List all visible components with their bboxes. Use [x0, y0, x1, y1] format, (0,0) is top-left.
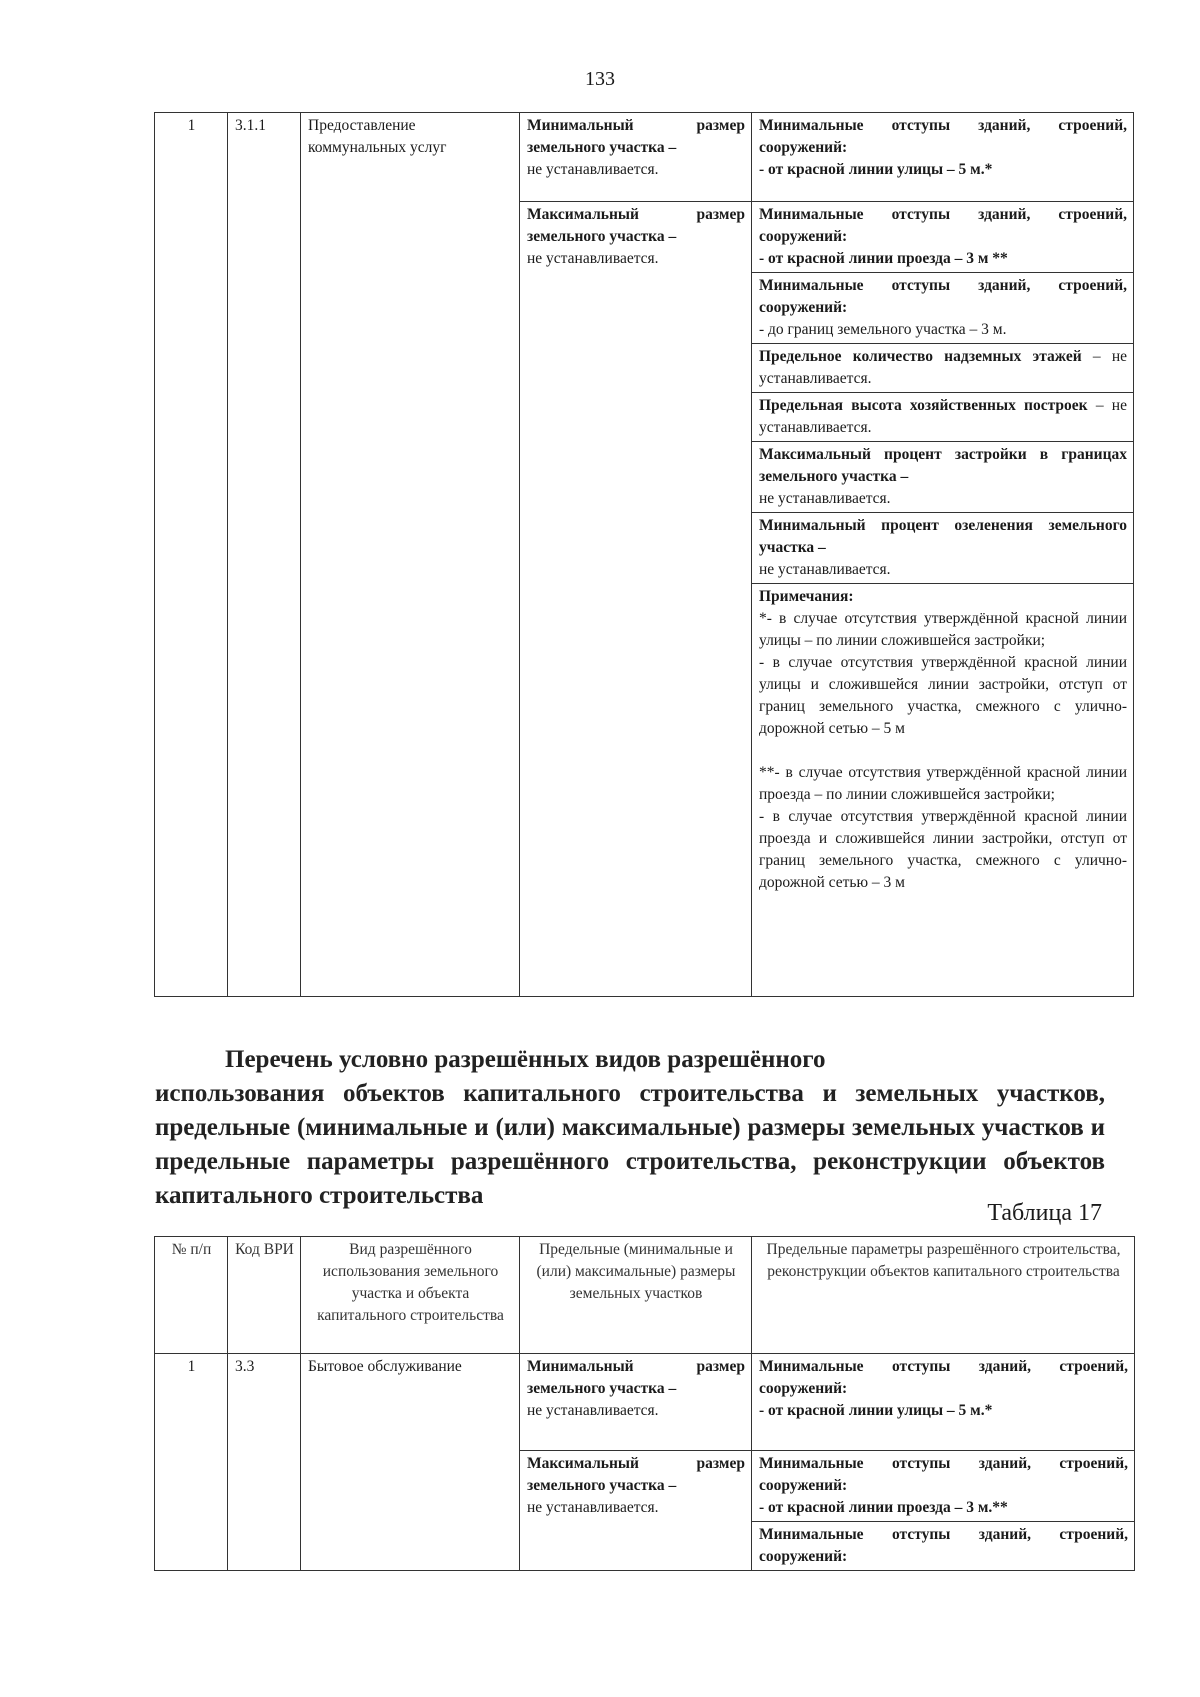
min-plot-size — [520, 113, 752, 202]
param-value: не устанавливается. — [759, 561, 891, 578]
min-plot-size-title: Минимальный размер земельного участка – — [527, 1358, 745, 1397]
note-item: - в случае отсутствия утверждённой красной линии проезда и сложившейся линии застройки, отступ от границ земельного участка, смежного с улично-дорожной сетью – 3 м — [759, 808, 1127, 891]
param-title: Минимальные отступы зданий, строений, сооружений: — [759, 1455, 1128, 1494]
min-plot-size — [520, 1354, 752, 1451]
note-item: **- в случае отсутствия утверждённой красной линии проезда – по линии сложившейся застройки; — [759, 764, 1127, 803]
section-heading — [155, 1043, 1105, 1213]
notes-title: Примечания: — [759, 588, 854, 605]
param-title: Минимальные отступы зданий, строений, сооружений: — [759, 206, 1127, 245]
min-plot-size-value: не устанавливается. — [527, 1402, 659, 1419]
param-title: Минимальные отступы зданий, строений, сооружений: — [759, 1526, 1128, 1565]
param-cell — [752, 1451, 1135, 1522]
param-title: Минимальные отступы зданий, строений, сооружений: — [759, 1358, 1128, 1397]
note-spacer — [759, 740, 1127, 762]
use-type: Бытовое обслуживание — [301, 1354, 520, 1571]
vri-code: 3.3 — [228, 1354, 301, 1571]
param-cell — [752, 513, 1134, 584]
table-conditional-uses — [154, 1236, 1135, 1571]
param-value: – не устанавливается. — [759, 348, 1127, 387]
table-row — [155, 113, 1134, 202]
table-header-row — [155, 1237, 1135, 1354]
header-use-type: Вид разрешённого использования земельного участка и объекта капитального строительства — [301, 1237, 520, 1354]
max-plot-size — [520, 202, 752, 997]
param-value: – не устанавливается. — [759, 397, 1127, 436]
param-title: Минимальные отступы зданий, строений, сооружений: — [759, 117, 1127, 156]
param-title: Минимальные отступы зданий, строений, сооружений: — [759, 277, 1127, 316]
param-value: - до границ земельного участка – 3 м. — [759, 321, 1007, 338]
row-number: 1 — [155, 1354, 228, 1571]
param-title: Максимальный процент застройки в границах земельного участка – — [759, 446, 1127, 485]
section-heading-rest: использования объектов капитального строительства и земельных участков, предельные (минимальные и (или) максимальные) размеры земельных участков и предельные параметры разрешённого строительства, реконструкции объектов капитального строительства — [155, 1080, 1105, 1209]
notes-cell — [752, 584, 1134, 997]
min-plot-size-title: Минимальный размер земельного участка – — [527, 117, 745, 156]
note-item: - в случае отсутствия утверждённой красной линии улицы и сложившейся линии застройки, отступ от границ земельного участка, смежного с улично-дорожной сетью – 5 м — [759, 654, 1127, 737]
header-no: № п/п — [155, 1237, 228, 1354]
param-cell — [752, 202, 1134, 273]
max-plot-size — [520, 1451, 752, 1571]
max-plot-size-value: не устанавливается. — [527, 250, 659, 267]
header-code: Код ВРИ — [228, 1237, 301, 1354]
use-type: Предоставление коммунальных услуг — [301, 113, 520, 997]
param-cell — [752, 344, 1134, 393]
param-value: - от красной линии улицы – 5 м.* — [759, 161, 993, 178]
section-heading-line1: Перечень условно разрешённых видов разрешённого — [225, 1046, 826, 1073]
param-value: - от красной линии проезда – 3 м.** — [759, 1499, 1008, 1516]
param-title: Предельная высота хозяйственных построек — [759, 397, 1088, 414]
param-cell — [752, 442, 1134, 513]
header-params: Предельные параметры разрешённого строительства, реконструкции объектов капитального строительства — [752, 1237, 1135, 1354]
min-plot-size-value: не устанавливается. — [527, 161, 659, 178]
note-item: *- в случае отсутствия утверждённой красной линии улицы – по линии сложившейся застройки; — [759, 610, 1127, 649]
max-plot-size-title: Максимальный размер земельного участка – — [527, 206, 745, 245]
param-cell — [752, 393, 1134, 442]
param-title: Предельное количество надземных этажей — [759, 348, 1082, 365]
table-label: Таблица 17 — [987, 1200, 1102, 1226]
table-row — [155, 1354, 1135, 1451]
header-plot-sizes: Предельные (минимальные и (или) максимальные) размеры земельных участков — [520, 1237, 752, 1354]
param-cell — [752, 113, 1134, 202]
param-title: Минимальный процент озеленения земельного участка – — [759, 517, 1127, 556]
vri-code: 3.1.1 — [228, 113, 301, 997]
param-cell — [752, 1354, 1135, 1451]
param-value: - от красной линии проезда – 3 м ** — [759, 250, 1008, 267]
table-permitted-uses-continued — [154, 112, 1134, 997]
param-cell — [752, 273, 1134, 344]
row-number: 1 — [155, 113, 228, 997]
param-cell — [752, 1522, 1135, 1571]
param-value: не устанавливается. — [759, 490, 891, 507]
max-plot-size-title: Максимальный размер земельного участка – — [527, 1455, 745, 1494]
max-plot-size-value: не устанавливается. — [527, 1499, 659, 1516]
param-value: - от красной линии улицы – 5 м.* — [759, 1402, 993, 1419]
page-number: 133 — [585, 68, 615, 90]
